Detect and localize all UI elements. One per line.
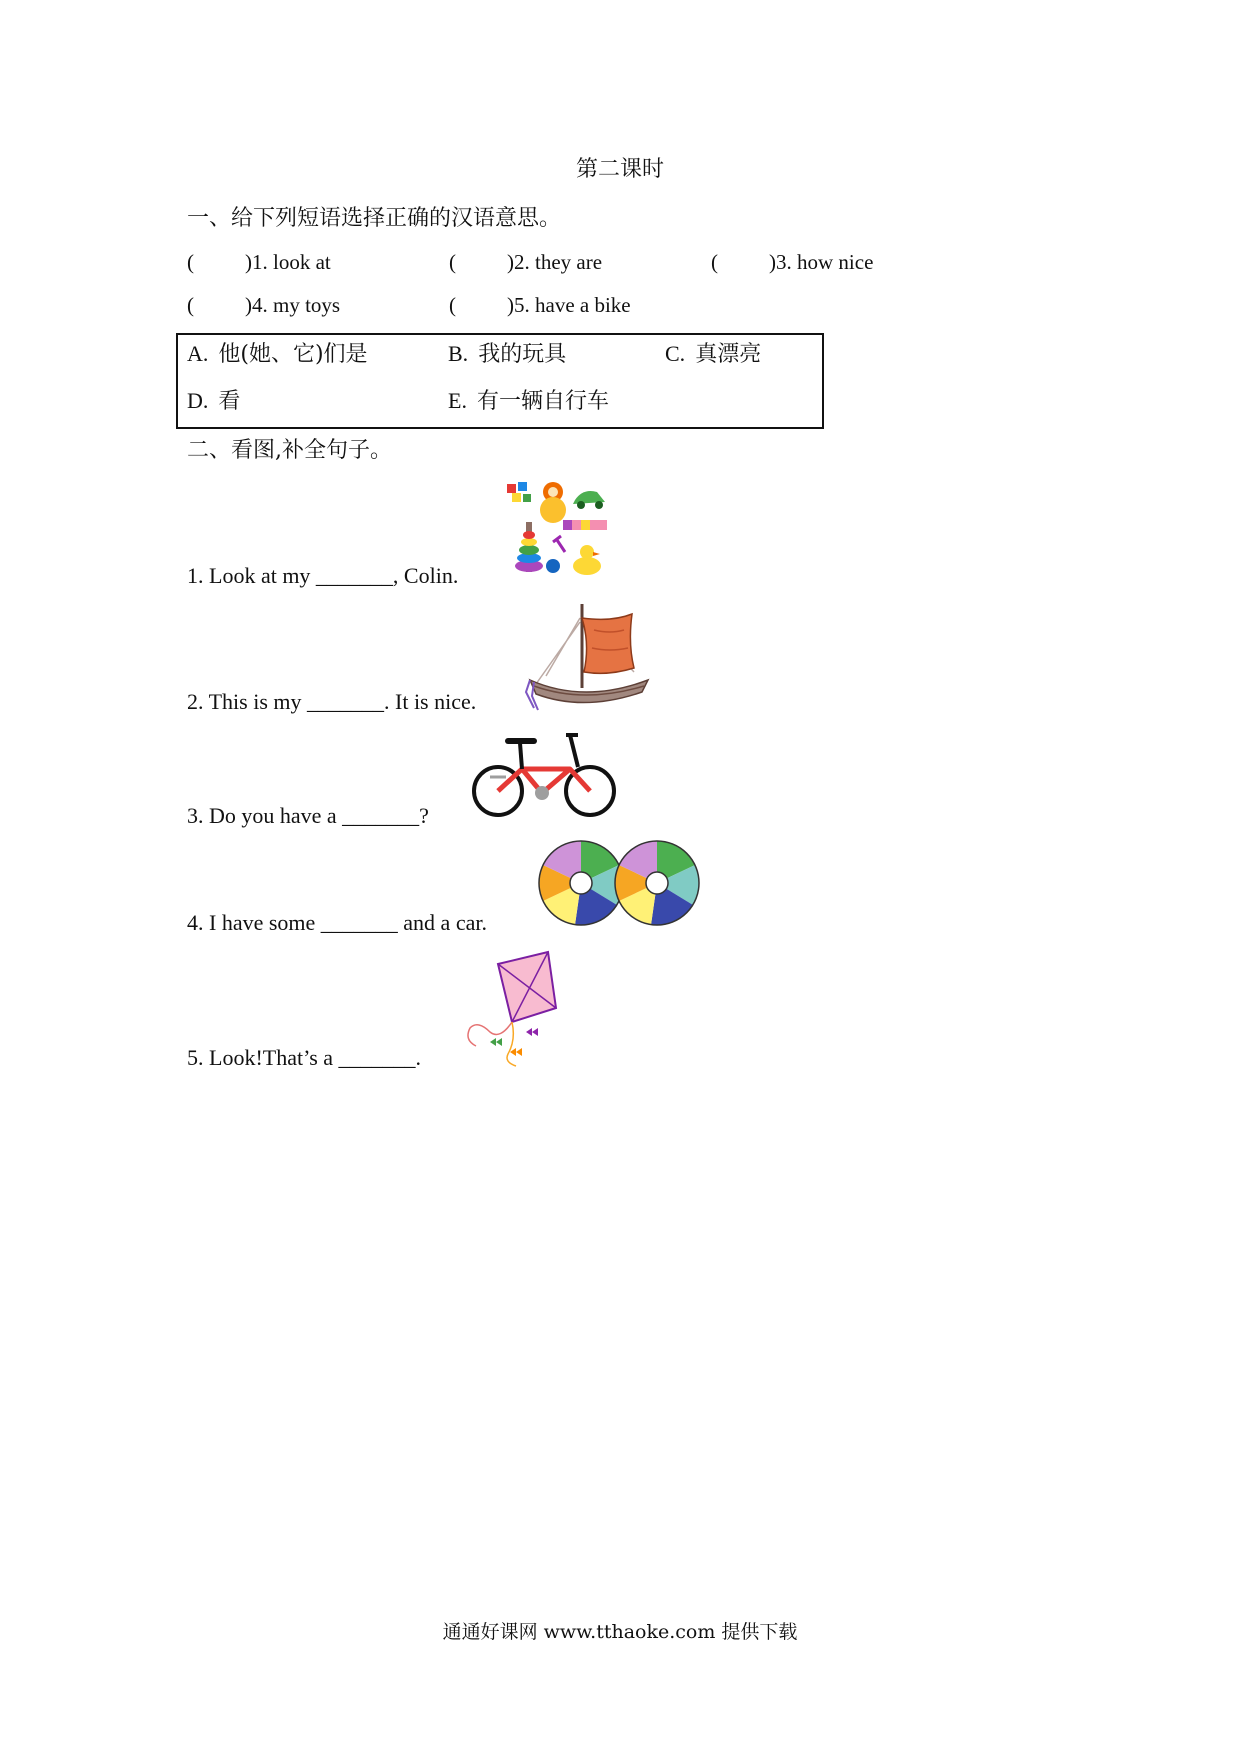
section1-heading: 一、给下列短语选择正确的汉语意思。	[187, 206, 562, 231]
option-c: C. 真漂亮	[665, 341, 762, 367]
section2-heading: 二、看图,补全句子。	[187, 438, 392, 463]
question-5: ( )5. have a bike	[449, 293, 631, 317]
sentence-5: 5. Look!That’s a _______.	[187, 1045, 422, 1070]
toys-picture	[503, 478, 613, 584]
sentence-3: 3. Do you have a _______?	[187, 803, 429, 828]
option-b: B. 我的玩具	[448, 341, 567, 367]
kite-picture	[460, 950, 560, 1070]
sentence-2: 2. This is my _______. It is nice.	[187, 689, 477, 714]
option-e: E. 有一辆自行车	[448, 388, 609, 414]
balls-picture	[537, 839, 703, 929]
question-2: ( )2. they are	[449, 250, 603, 274]
option-a: A. 他(她、它)们是	[187, 341, 368, 367]
bike-picture	[470, 729, 620, 823]
question-4: ( )4. my toys	[187, 293, 341, 317]
sentence-4: 4. I have some _______ and a car.	[187, 910, 487, 935]
footer-text: 通通好课网 www.tthaoke.com 提供下载	[442, 1621, 798, 1643]
question-3: ( )3. how nice	[711, 250, 874, 274]
boat-picture	[524, 600, 654, 712]
sentence-1: 1. Look at my _______, Colin.	[187, 563, 459, 588]
page-title: 第二课时	[575, 157, 664, 182]
option-d: D. 看	[187, 388, 241, 414]
question-1: ( )1. look at	[187, 250, 331, 274]
